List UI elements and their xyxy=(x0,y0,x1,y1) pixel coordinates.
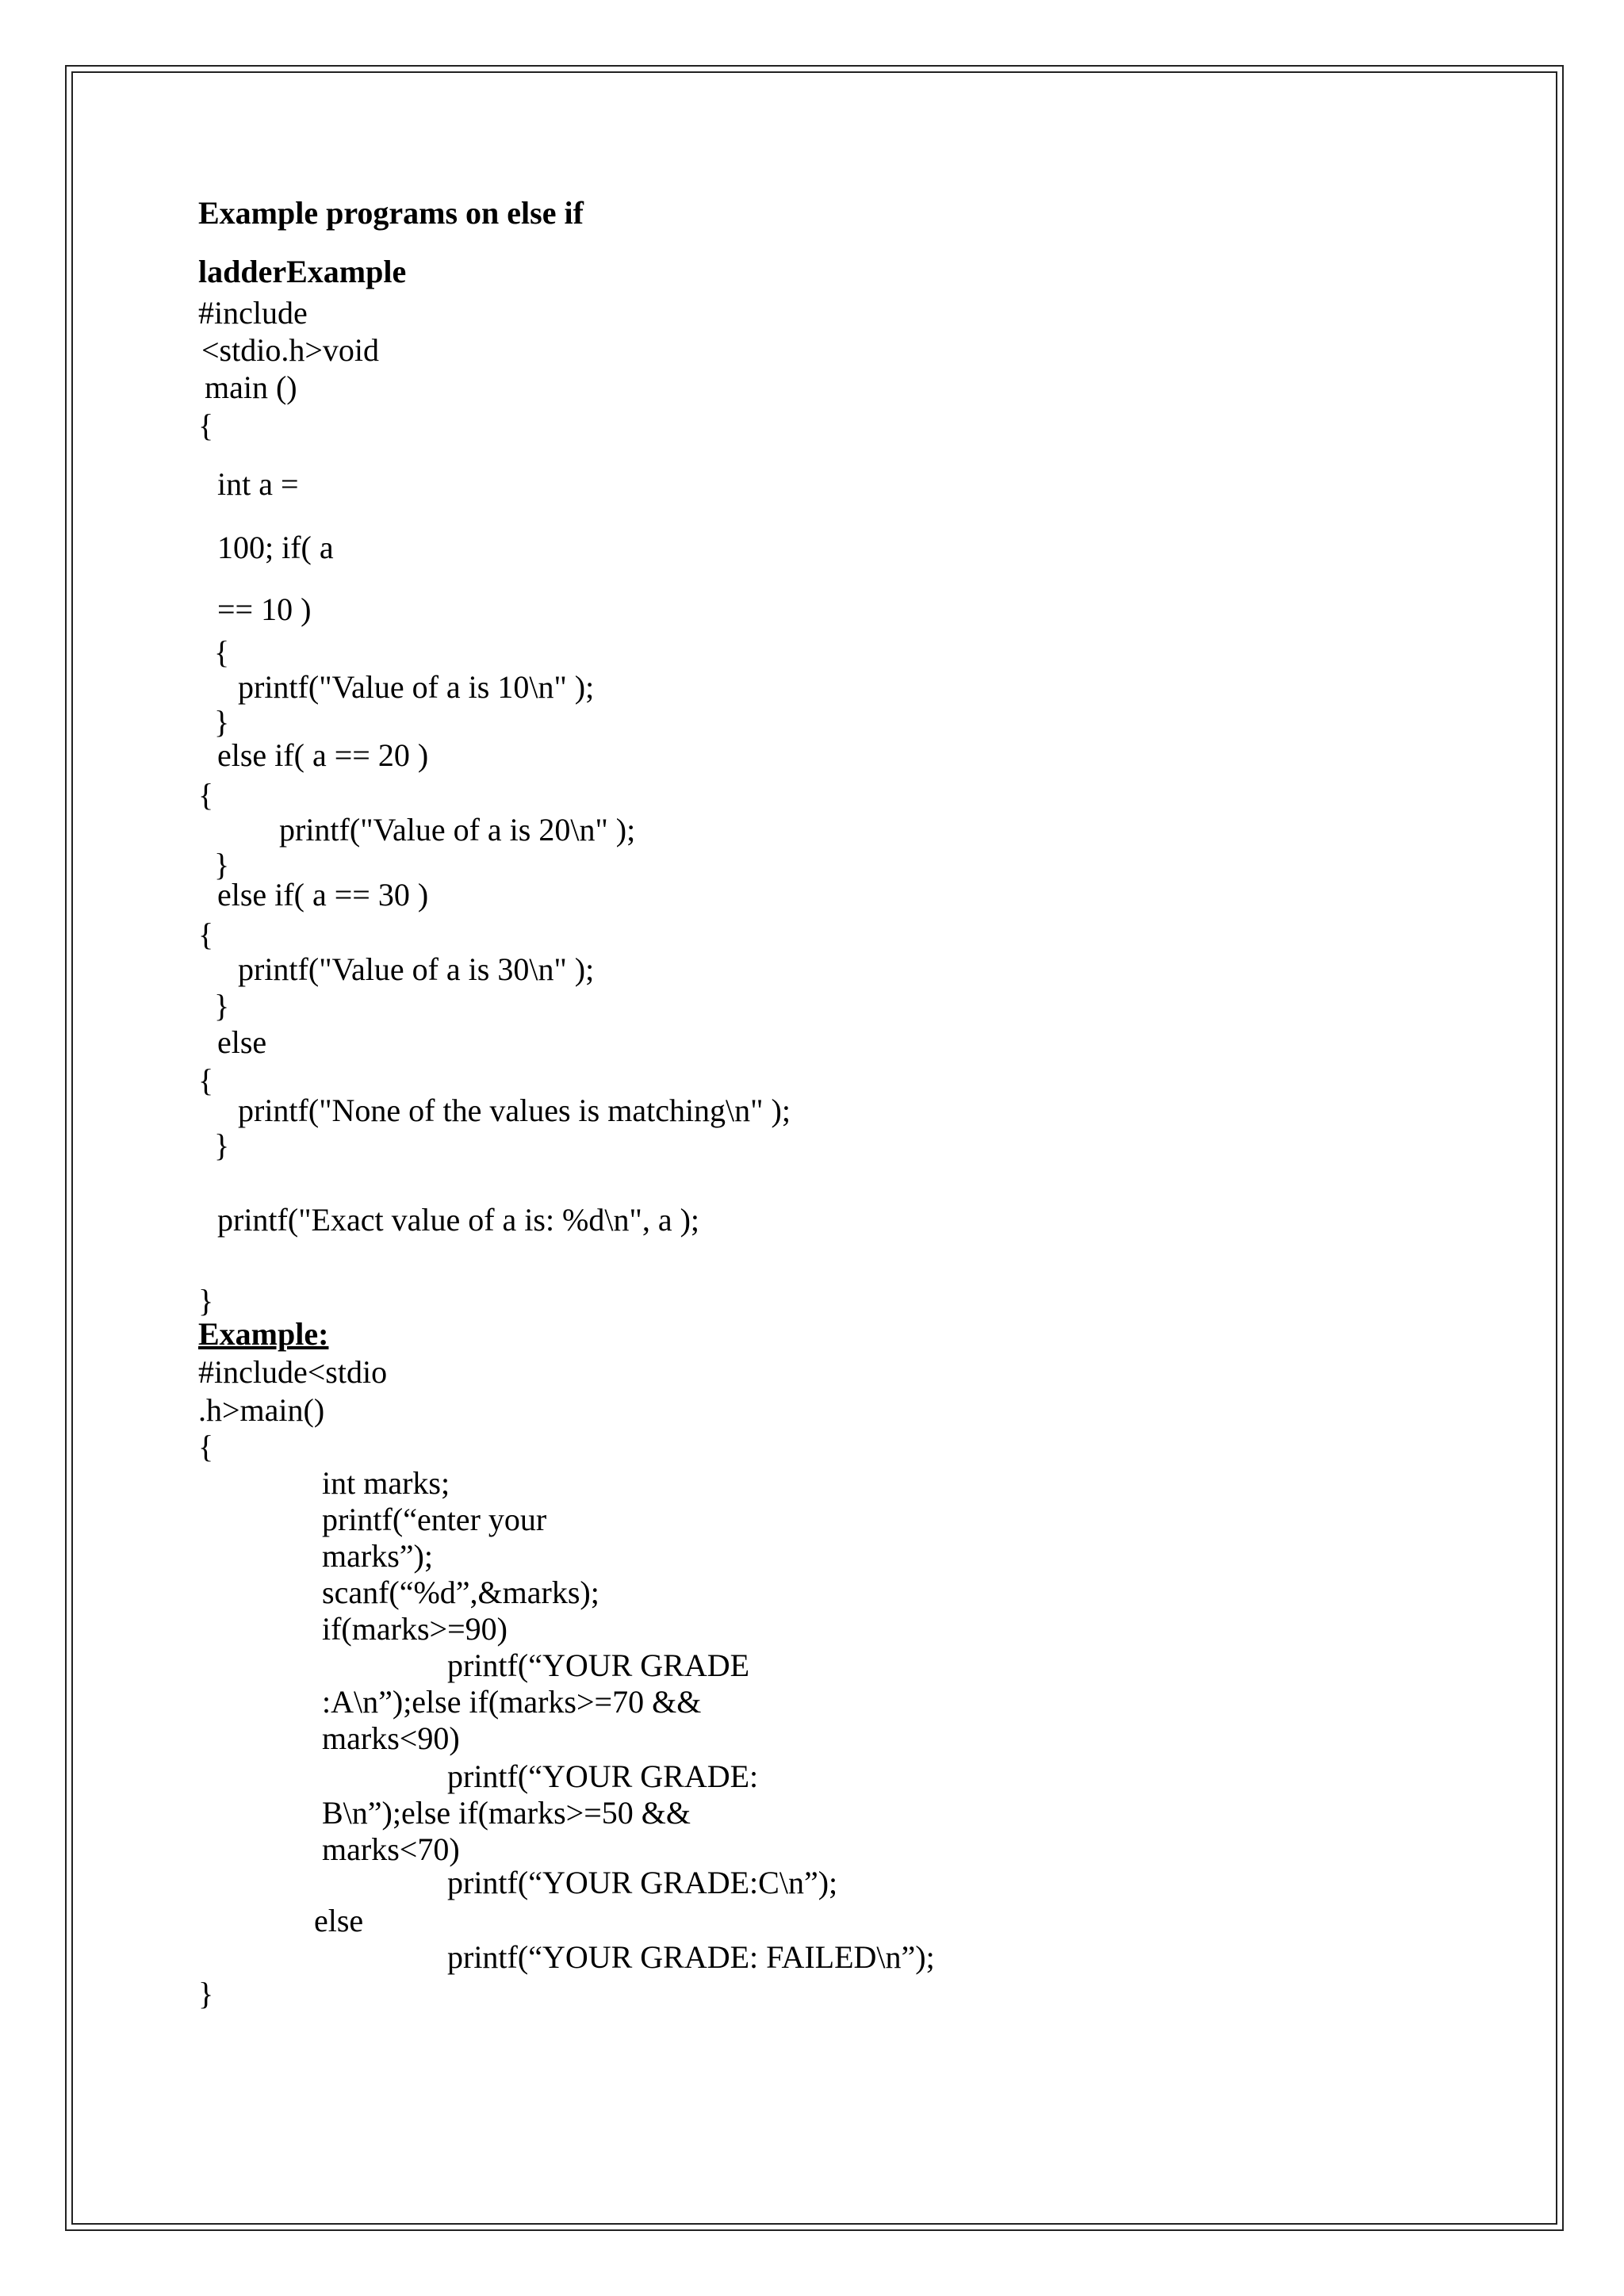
code-line: marks<70) xyxy=(322,1831,460,1867)
code-line: { xyxy=(214,634,230,670)
code-line: printf("None of the values is matching\n" ); xyxy=(238,1093,791,1128)
code-line: main () xyxy=(205,369,297,405)
code-line: } xyxy=(198,1283,214,1318)
code-line: 100; if( a xyxy=(217,530,334,565)
code-line: printf(“YOUR GRADE: FAILED\n”); xyxy=(447,1939,935,1975)
code-line: } xyxy=(214,988,230,1024)
code-line: else xyxy=(217,1024,267,1060)
section1-heading-line2: ladderExample xyxy=(198,254,407,289)
code-line: == 10 ) xyxy=(217,591,312,627)
code-line: scanf(“%d”,&marks); xyxy=(322,1575,599,1610)
code-line: :A\n”);else if(marks>=70 && xyxy=(322,1684,702,1720)
code-line: { xyxy=(198,777,214,813)
code-line: else if( a == 20 ) xyxy=(217,737,429,773)
code-line: { xyxy=(198,408,214,443)
code-line: marks”); xyxy=(322,1538,433,1574)
code-line: } xyxy=(214,1127,230,1163)
code-line: printf("Value of a is 30\n" ); xyxy=(238,951,595,987)
code-line: printf("Exact value of a is: %d\n", a ); xyxy=(217,1202,700,1238)
code-line: #include<stdio xyxy=(198,1354,388,1390)
code-line: printf(“YOUR GRADE xyxy=(447,1647,750,1683)
section1-heading-line1: Example programs on else if xyxy=(198,195,584,231)
code-line: B\n”);else if(marks>=50 && xyxy=(322,1795,691,1831)
code-line: } xyxy=(214,704,230,740)
code-line: { xyxy=(198,1062,214,1098)
code-line: } xyxy=(214,847,230,882)
code-line: if(marks>=90) xyxy=(322,1611,508,1647)
code-line: } xyxy=(198,1976,214,2011)
code-line: int marks; xyxy=(322,1465,450,1501)
code-line: printf("Value of a is 20\n" ); xyxy=(279,812,636,848)
code-line: printf(“YOUR GRADE: xyxy=(447,1758,759,1794)
code-line: else if( a == 30 ) xyxy=(217,877,429,913)
code-line: .h>main() xyxy=(198,1392,325,1428)
code-line: else xyxy=(314,1903,364,1938)
code-line: printf("Value of a is 10\n" ); xyxy=(238,669,595,705)
code-line: { xyxy=(198,1429,214,1464)
code-line: <stdio.h>void xyxy=(201,332,380,368)
code-line: #include xyxy=(198,295,308,331)
code-line: { xyxy=(198,916,214,952)
code-line: printf(“enter your xyxy=(322,1502,547,1537)
code-line: printf(“YOUR GRADE:C\n”); xyxy=(447,1865,838,1900)
code-line: int a = xyxy=(217,466,299,502)
code-line: marks<90) xyxy=(322,1720,460,1756)
section2-heading: Example: xyxy=(198,1316,329,1352)
